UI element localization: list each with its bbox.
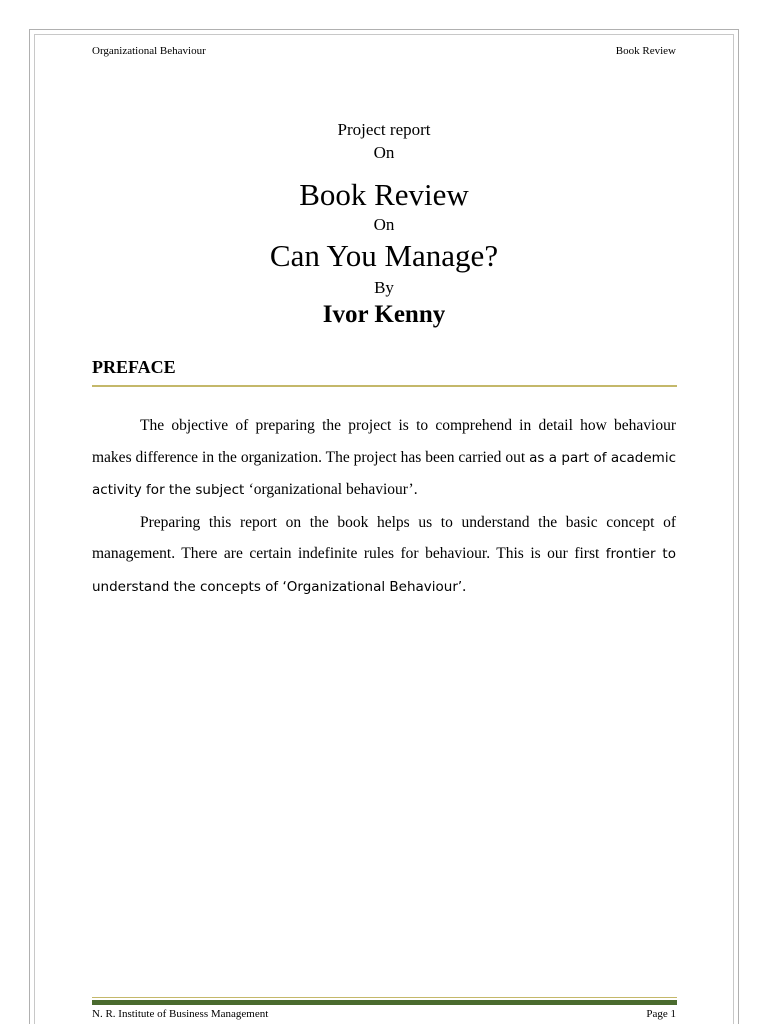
title-line2: On (373, 143, 395, 162)
preface-paragraph-2 (92, 507, 676, 604)
footer-rule-thick (92, 1000, 677, 1005)
title-block (92, 118, 676, 332)
header-left: Organizational Behaviour (92, 45, 206, 57)
p1-text-b: as a part of academic activity for the subject (92, 449, 676, 498)
p2-text-d: . (462, 577, 467, 595)
p1-text-c: ‘organizational behaviour’. (248, 481, 418, 498)
page-footer (92, 1008, 676, 1020)
title-line1: Project report (337, 120, 431, 139)
p2-text-c: ‘Organizational Behaviour’ (282, 578, 463, 595)
page-header (92, 45, 676, 57)
title-by: By (374, 278, 394, 297)
title-book: Can You Manage? (269, 238, 499, 273)
preface-rule (92, 385, 677, 387)
footer-rule-thin (92, 997, 677, 998)
title-main: Book Review (299, 177, 469, 212)
header-right: Book Review (615, 45, 676, 57)
preface-paragraph-1 (92, 410, 676, 507)
title-author: Ivor Kenny (322, 301, 446, 328)
footer-page-number: Page 1 (646, 1008, 676, 1020)
footer-left: N. R. Institute of Business Management (92, 1008, 269, 1020)
p2-text-a: Preparing this report on the book helps us to understand the basic concept of management. There are certain indefinite rules for behaviour. This is our first (92, 513, 676, 562)
p1-text-a: The objective of preparing the project is to comprehend in detail how behaviour makes difference in the organization. The project has been carried out (92, 417, 676, 466)
preface-heading: PREFACE (92, 357, 176, 377)
p2-text-b: frontier to understand the concepts of (92, 546, 676, 595)
title-on: On (373, 215, 395, 234)
preface-body (92, 410, 676, 603)
